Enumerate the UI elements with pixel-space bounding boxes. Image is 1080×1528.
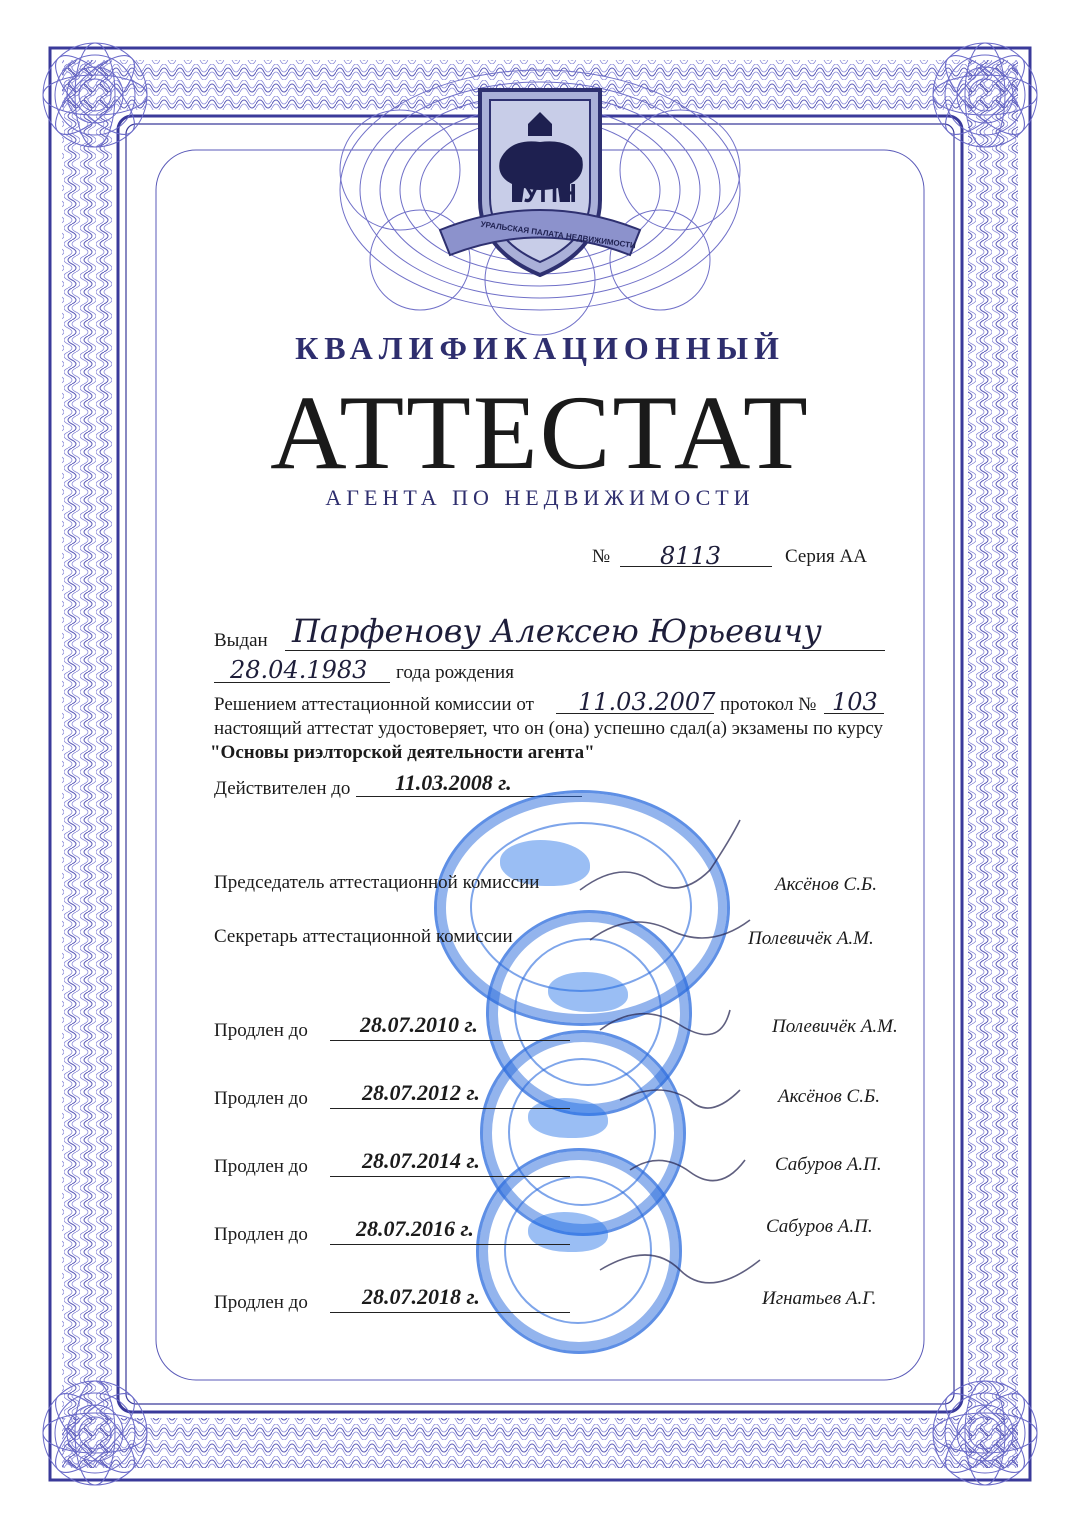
protocol-label: протокол №: [720, 694, 817, 715]
extension-label: Продлен до: [214, 1088, 308, 1109]
decision-line-2: настоящий аттестат удостоверяет, что он (она) успешно сдал(а) экзамены по курсу: [214, 718, 884, 739]
holder-name: Парфенову Алексею Юрьевичу: [292, 612, 822, 650]
logo-letters: УПН: [523, 178, 577, 208]
extension-signer: Игнатьев А.Г.: [762, 1288, 877, 1309]
valid-date: 11.03.2008 г.: [395, 770, 512, 795]
extension-date: 28.07.2018 г.: [362, 1284, 480, 1309]
chairman-role: Председатель аттестационной комиссии: [214, 872, 540, 893]
extension-date: 28.07.2012 г.: [362, 1080, 480, 1105]
extension-underline: [330, 1176, 570, 1177]
certificate-series: Серия АА: [785, 546, 867, 567]
extension-underline: [330, 1108, 570, 1109]
extension-label: Продлен до: [214, 1156, 308, 1177]
course-name: "Основы риэлторской деятельности агента": [210, 742, 595, 763]
valid-label: Действителен до: [214, 778, 351, 799]
decision-date: 11.03.2007: [578, 688, 716, 716]
extension-date: 28.07.2010 г.: [360, 1012, 478, 1037]
secretary-role: Секретарь аттестационной комиссии: [214, 926, 513, 947]
birth-date: 28.04.1983: [230, 656, 368, 684]
title-line-2: АТТЕСТАТ: [270, 374, 810, 491]
birth-label: года рождения: [396, 662, 514, 683]
certificate-number: 8113: [660, 542, 722, 570]
secretary-name: Полевичёк А.М.: [748, 928, 874, 949]
extension-underline: [330, 1244, 570, 1245]
extension-date: 28.07.2016 г.: [356, 1216, 474, 1241]
chairman-name: Аксёнов С.Б.: [775, 874, 877, 895]
extension-signer: Сабуров А.П.: [775, 1154, 882, 1175]
title-line-3: АГЕНТА ПО НЕДВИЖИМОСТИ: [325, 485, 755, 510]
extension-label: Продлен до: [214, 1224, 308, 1245]
extension-signer: Полевичёк А.М.: [772, 1016, 898, 1037]
number-prefix: №: [592, 546, 611, 567]
name-underline: [285, 650, 885, 651]
extension-label: Продлен до: [214, 1292, 308, 1313]
extension-date: 28.07.2014 г.: [362, 1148, 480, 1173]
extension-underline: [330, 1040, 570, 1041]
extension-label: Продлен до: [214, 1020, 308, 1041]
issued-label: Выдан: [214, 630, 268, 651]
title-line-1: КВАЛИФИКАЦИОННЫЙ: [295, 330, 785, 366]
extension-underline: [330, 1312, 570, 1313]
extension-signer: Сабуров А.П.: [766, 1216, 873, 1237]
protocol-number: 103: [832, 688, 878, 716]
decision-text: Решением аттестационной комиссии от: [214, 694, 534, 715]
logo-ribbon-text: УРАЛЬСКАЯ ПАЛАТА НЕДВИЖИМОСТИ: [480, 219, 637, 251]
extension-signer: Аксёнов С.Б.: [778, 1086, 880, 1107]
signature-scribbles: [560, 800, 780, 1320]
